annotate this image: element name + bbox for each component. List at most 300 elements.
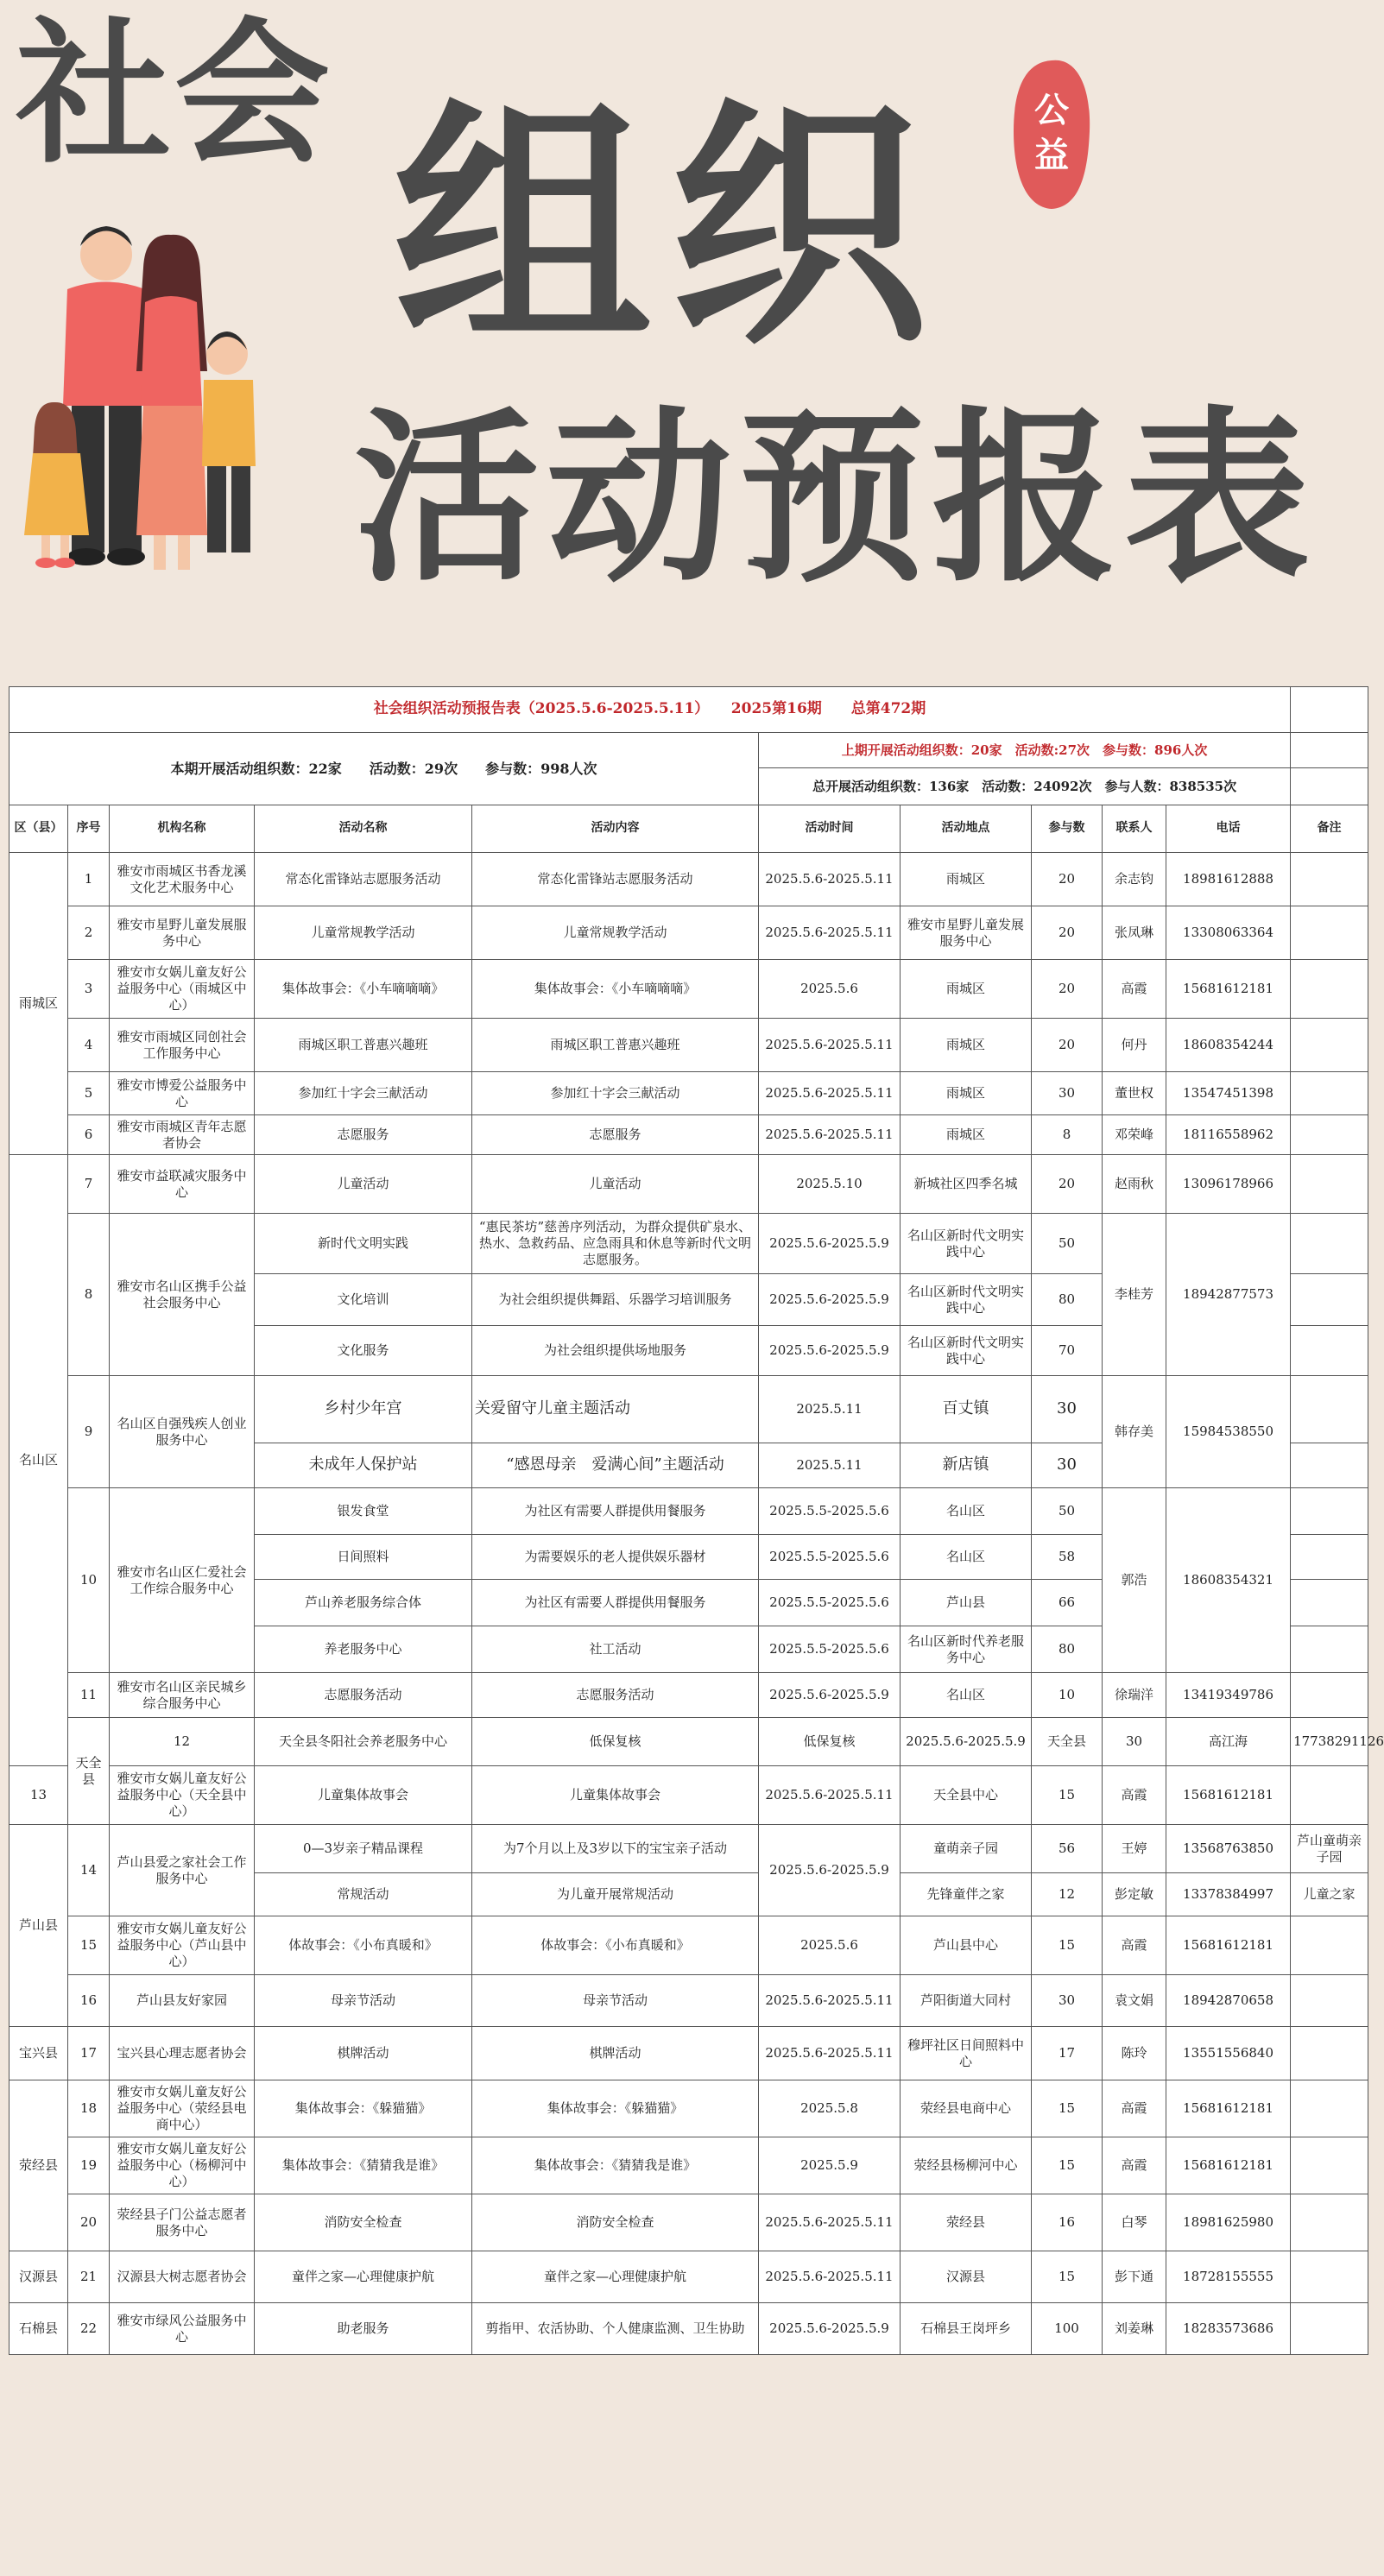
phone: 18116558962 xyxy=(1166,1115,1291,1155)
activity-content: 志愿服务活动 xyxy=(472,1673,759,1718)
activity-name: 集体故事会：《小车嘀嘀嘀》 xyxy=(255,960,472,1019)
phone: 13096178966 xyxy=(1166,1155,1291,1214)
note xyxy=(1291,1326,1368,1376)
note xyxy=(1291,1115,1368,1155)
contact: 余志钧 xyxy=(1103,853,1166,906)
phone: 15681612181 xyxy=(1166,2080,1291,2137)
activity-content: “惠民茶坊”慈善序列活动，为群众提供矿泉水、热水、急救药品、应急雨具和休息等新时代文明志愿服务。 xyxy=(472,1214,759,1274)
contact: 董世权 xyxy=(1103,1072,1166,1115)
activity-name: 儿童活动 xyxy=(255,1155,472,1214)
row-no: 10 xyxy=(68,1488,110,1673)
activity-place: 天全县中心 xyxy=(901,1766,1032,1825)
participant-count: 20 xyxy=(1032,853,1103,906)
district-cell: 汉源县 xyxy=(9,2251,68,2303)
table-row xyxy=(9,1825,1368,1873)
activity-name: 常态化雷锋站志愿服务活动 xyxy=(255,853,472,906)
contact: 邓荣峰 xyxy=(1103,1115,1166,1155)
activity-time: 2025.5.6-2025.5.9 xyxy=(759,1326,901,1376)
activity-time: 2025.5.6-2025.5.11 xyxy=(759,906,901,960)
activity-place: 名山区新时代文明实践中心 xyxy=(901,1326,1032,1376)
contact: 高霞 xyxy=(1103,960,1166,1019)
table-title: 社会组织活动预报告表（2025.5.6-2025.5.11） 2025第16期 总第472期 xyxy=(9,687,1291,733)
activity-place: 芦山县 xyxy=(901,1580,1032,1626)
row-no: 5 xyxy=(68,1072,110,1115)
activity-place: 名山区新时代文明实践中心 xyxy=(901,1214,1032,1274)
district-cell: 名山区 xyxy=(9,1155,68,1766)
header-row xyxy=(9,805,1368,853)
activity-time: 2025.5.6-2025.5.11 xyxy=(759,1975,901,2027)
participant-count: 30 xyxy=(1032,1376,1103,1443)
district-cell: 石棉县 xyxy=(9,2303,68,2355)
col-activity: 活动名称 xyxy=(255,805,472,853)
row-no: 6 xyxy=(68,1115,110,1155)
org-name: 雅安市女娲儿童友好公益服务中心（荥经县电商中心） xyxy=(110,2080,255,2137)
contact: 白琴 xyxy=(1103,2194,1166,2251)
activity-time: 2025.5.9 xyxy=(759,2137,901,2194)
activity-content: 为社会组织提供舞蹈、乐器学习培训服务 xyxy=(472,1274,759,1326)
org-name: 雅安市女娲儿童友好公益服务中心（天全县中心） xyxy=(110,1766,255,1825)
activity-time: 2025.5.11 xyxy=(759,1376,901,1443)
participant-count: 58 xyxy=(1032,1535,1103,1580)
activity-place: 名山区 xyxy=(901,1488,1032,1535)
activity-content: 为儿童开展常规活动 xyxy=(472,1873,759,1916)
activity-content: 集体故事会：《小车嘀嘀嘀》 xyxy=(472,960,759,1019)
district-cell: 荥经县 xyxy=(9,2080,68,2251)
activity-forecast-table xyxy=(9,686,1384,2355)
activity-name: 日间照料 xyxy=(255,1535,472,1580)
org-name: 雅安市名山区仁爱社会工作综合服务中心 xyxy=(110,1488,255,1673)
row-no: 1 xyxy=(68,853,110,906)
table-row xyxy=(9,1488,1368,1535)
phone: 13308063364 xyxy=(1166,906,1291,960)
row-no: 14 xyxy=(68,1825,110,1916)
table-row xyxy=(9,960,1368,1019)
participant-count: 15 xyxy=(1032,1766,1103,1825)
activity-place: 名山区新时代养老服务中心 xyxy=(901,1626,1032,1673)
org-name: 雅安市博爱公益服务中心 xyxy=(110,1072,255,1115)
org-name: 荥经县子门公益志愿者服务中心 xyxy=(110,2194,255,2251)
activity-name: 童伴之家—心理健康护航 xyxy=(255,2251,472,2303)
activity-content: 常态化雷锋站志愿服务活动 xyxy=(472,853,759,906)
participant-count: 15 xyxy=(1032,2137,1103,2194)
activity-time: 2025.5.6 xyxy=(759,960,901,1019)
activity-place: 新城社区四季名城 xyxy=(901,1155,1032,1214)
activity-place: 石棉县王岗坪乡 xyxy=(901,2303,1032,2355)
col-place: 活动地点 xyxy=(901,805,1032,853)
activity-content: 儿童常规教学活动 xyxy=(472,906,759,960)
note xyxy=(1291,1019,1368,1072)
previous-summary: 上期开展活动组织数：20家 活动数:27次 参与数：896人次 xyxy=(759,733,1291,768)
activity-name: 养老服务中心 xyxy=(255,1626,472,1673)
participant-count: 20 xyxy=(1032,1155,1103,1214)
org-name: 天全县冬阳社会养老服务中心 xyxy=(255,1718,472,1766)
table-row xyxy=(9,1975,1368,2027)
activity-content: 社工活动 xyxy=(472,1626,759,1673)
table-row xyxy=(9,1214,1368,1274)
contact: 高霞 xyxy=(1103,2137,1166,2194)
activity-time: 2025.5.6-2025.5.9 xyxy=(901,1718,1032,1766)
participant-count: 50 xyxy=(1032,1488,1103,1535)
phone: 13419349786 xyxy=(1166,1673,1291,1718)
row-no: 20 xyxy=(68,2194,110,2251)
row-no: 13 xyxy=(9,1766,68,1825)
note xyxy=(1291,1766,1368,1825)
note xyxy=(1291,1488,1368,1535)
activity-content: 关爱留守儿童主题活动 xyxy=(472,1376,759,1443)
activity-content: 为7个月以上及3岁以下的宝宝亲子活动 xyxy=(472,1825,759,1873)
table-row xyxy=(9,1072,1368,1115)
contact: 彭定敏 xyxy=(1103,1873,1166,1916)
activity-content: 集体故事会：《躲猫猫》 xyxy=(472,2080,759,2137)
district-cell: 雨城区 xyxy=(9,853,68,1155)
hero-title-line3: 活动预报表 xyxy=(354,390,1317,607)
activity-place: 名山区 xyxy=(901,1673,1032,1718)
note xyxy=(1291,2137,1368,2194)
org-name: 雅安市女娲儿童友好公益服务中心（雨城区中心） xyxy=(110,960,255,1019)
activity-place: 名山区 xyxy=(901,1535,1032,1580)
activity-place: 荥经县杨柳河中心 xyxy=(901,2137,1032,2194)
note xyxy=(1291,853,1368,906)
summary-row-1 xyxy=(9,733,1368,768)
row-no: 11 xyxy=(68,1673,110,1718)
activity-place: 穆坪社区日间照料中心 xyxy=(901,2027,1032,2080)
col-contact: 联系人 xyxy=(1103,805,1166,853)
activity-time: 2025.5.11 xyxy=(759,1443,901,1488)
activity-table-container xyxy=(9,686,1384,2355)
contact: 赵雨秋 xyxy=(1103,1155,1166,1214)
activity-name: 参加红十字会三献活动 xyxy=(255,1072,472,1115)
activity-name: 消防安全检查 xyxy=(255,2194,472,2251)
activity-name: 低保复核 xyxy=(472,1718,759,1766)
contact: 高江海 xyxy=(1166,1718,1291,1766)
row-no: 17 xyxy=(68,2027,110,2080)
activity-content: 雨城区职工普惠兴趣班 xyxy=(472,1019,759,1072)
activity-content: 童伴之家—心理健康护航 xyxy=(472,2251,759,2303)
activity-time: 2025.5.6-2025.5.11 xyxy=(759,1766,901,1825)
phone: 18728155555 xyxy=(1166,2251,1291,2303)
contact: 何丹 xyxy=(1103,1019,1166,1072)
activity-place: 百丈镇 xyxy=(901,1376,1032,1443)
col-org: 机构名称 xyxy=(110,805,255,853)
activity-place: 汉源县 xyxy=(901,2251,1032,2303)
org-name: 雅安市雨城区书香龙溪文化艺术服务中心 xyxy=(110,853,255,906)
participant-count: 15 xyxy=(1032,1916,1103,1975)
activity-name: 儿童常规教学活动 xyxy=(255,906,472,960)
note xyxy=(1291,1072,1368,1115)
note xyxy=(1291,960,1368,1019)
participant-count: 80 xyxy=(1032,1626,1103,1673)
note xyxy=(1291,2251,1368,2303)
phone: 17738291126 xyxy=(1291,1718,1368,1766)
table-row xyxy=(9,1916,1368,1975)
activity-time: 2025.5.6-2025.5.9 xyxy=(759,2303,901,2355)
phone: 18981625980 xyxy=(1166,2194,1291,2251)
activity-name: 0—3岁亲子精品课程 xyxy=(255,1825,472,1873)
contact: 韩存美 xyxy=(1103,1376,1166,1488)
activity-time: 2025.5.5-2025.5.6 xyxy=(759,1488,901,1535)
table-row xyxy=(9,1766,1368,1825)
public-welfare-seal xyxy=(1008,54,1095,213)
org-name: 雅安市雨城区同创社会工作服务中心 xyxy=(110,1019,255,1072)
col-content: 活动内容 xyxy=(472,805,759,853)
table-row xyxy=(9,1718,1368,1766)
col-phone: 电话 xyxy=(1166,805,1291,853)
participant-count: 56 xyxy=(1032,1825,1103,1873)
table-row xyxy=(9,1115,1368,1155)
phone: 15681612181 xyxy=(1166,960,1291,1019)
table-title-row xyxy=(9,687,1368,733)
phone: 18942877573 xyxy=(1166,1214,1291,1376)
activity-place: 雨城区 xyxy=(901,853,1032,906)
participant-count: 12 xyxy=(1032,1873,1103,1916)
activity-place: 名山区新时代文明实践中心 xyxy=(901,1274,1032,1326)
org-name: 雅安市名山区亲民城乡综合服务中心 xyxy=(110,1673,255,1718)
table-row xyxy=(9,2251,1368,2303)
note xyxy=(1291,1626,1368,1673)
activity-content: 志愿服务 xyxy=(472,1115,759,1155)
table-row xyxy=(9,1019,1368,1072)
participant-count: 30 xyxy=(1103,1718,1166,1766)
activity-name: 常规活动 xyxy=(255,1873,472,1916)
table-row xyxy=(9,1155,1368,1214)
activity-place: 童萌亲子园 xyxy=(901,1825,1032,1873)
activity-time: 2025.5.5-2025.5.6 xyxy=(759,1626,901,1673)
org-name: 雅安市名山区携手公益社会服务中心 xyxy=(110,1214,255,1376)
activity-time: 2025.5.5-2025.5.6 xyxy=(759,1535,901,1580)
note xyxy=(1291,1443,1368,1488)
note xyxy=(1291,1376,1368,1443)
activity-time: 2025.5.6-2025.5.11 xyxy=(759,1115,901,1155)
hero-banner xyxy=(0,0,1368,682)
note xyxy=(1291,2027,1368,2080)
activity-time: 2025.5.6-2025.5.9 xyxy=(759,1214,901,1274)
activity-time: 2025.5.10 xyxy=(759,1155,901,1214)
note xyxy=(1291,1916,1368,1975)
note xyxy=(1291,1975,1368,2027)
phone: 18608354244 xyxy=(1166,1019,1291,1072)
row-no: 21 xyxy=(68,2251,110,2303)
row-no: 12 xyxy=(110,1718,255,1766)
org-name: 宝兴县心理志愿者协会 xyxy=(110,2027,255,2080)
contact: 郭浩 xyxy=(1103,1488,1166,1673)
table-row xyxy=(9,2303,1368,2355)
row-no: 18 xyxy=(68,2080,110,2137)
activity-content: 儿童活动 xyxy=(472,1155,759,1214)
activity-name: 志愿服务活动 xyxy=(255,1673,472,1718)
activity-place: 雨城区 xyxy=(901,1115,1032,1155)
note xyxy=(1291,1535,1368,1580)
hero-title-line1: 社会 xyxy=(16,4,334,185)
activity-time: 2025.5.6-2025.5.11 xyxy=(759,2194,901,2251)
table-row xyxy=(9,2137,1368,2194)
org-name: 汉源县大树志愿者协会 xyxy=(110,2251,255,2303)
participant-count: 20 xyxy=(1032,906,1103,960)
table-row xyxy=(9,2080,1368,2137)
activity-time: 2025.5.6-2025.5.11 xyxy=(759,853,901,906)
activity-time: 2025.5.6-2025.5.9 xyxy=(759,1673,901,1718)
activity-place: 天全县 xyxy=(1032,1718,1103,1766)
phone: 18608354321 xyxy=(1166,1488,1291,1673)
current-summary: 本期开展活动组织数：22家 活动数：29次 参与数：998人次 xyxy=(9,733,759,805)
note xyxy=(1291,1214,1368,1274)
activity-place: 荥经县 xyxy=(901,2194,1032,2251)
note: 芦山童萌亲子园 xyxy=(1291,1825,1368,1873)
activity-place: 芦阳街道大同村 xyxy=(901,1975,1032,2027)
note xyxy=(1291,906,1368,960)
activity-time: 2025.5.8 xyxy=(759,2080,901,2137)
activity-place: 荥经县电商中心 xyxy=(901,2080,1032,2137)
activity-name: 新时代文明实践 xyxy=(255,1214,472,1274)
phone: 13547451398 xyxy=(1166,1072,1291,1115)
activity-place: 雨城区 xyxy=(901,960,1032,1019)
participant-count: 100 xyxy=(1032,2303,1103,2355)
activity-name: 文化培训 xyxy=(255,1274,472,1326)
participant-count: 10 xyxy=(1032,1673,1103,1718)
participant-count: 80 xyxy=(1032,1274,1103,1326)
activity-content: 低保复核 xyxy=(759,1718,901,1766)
row-no: 8 xyxy=(68,1214,110,1376)
activity-name: 志愿服务 xyxy=(255,1115,472,1155)
col-count: 参与数 xyxy=(1032,805,1103,853)
table-row xyxy=(9,2027,1368,2080)
participant-count: 30 xyxy=(1032,1975,1103,2027)
contact: 李桂芳 xyxy=(1103,1214,1166,1376)
note xyxy=(1291,1274,1368,1326)
activity-content: 为社区有需要人群提供用餐服务 xyxy=(472,1488,759,1535)
note xyxy=(1291,1580,1368,1626)
activity-content: 儿童集体故事会 xyxy=(472,1766,759,1825)
family-illustration xyxy=(7,207,292,587)
participant-count: 15 xyxy=(1032,2251,1103,2303)
org-name: 雅安市绿风公益服务中心 xyxy=(110,2303,255,2355)
contact: 彭下通 xyxy=(1103,2251,1166,2303)
note xyxy=(1291,1673,1368,1718)
participant-count: 8 xyxy=(1032,1115,1103,1155)
contact: 袁文娟 xyxy=(1103,1975,1166,2027)
phone: 15681612181 xyxy=(1166,1916,1291,1975)
org-name: 雅安市益联减灾服务中心 xyxy=(110,1155,255,1214)
contact: 王婷 xyxy=(1103,1825,1166,1873)
activity-name: 体故事会：《小布真暖和》 xyxy=(255,1916,472,1975)
activity-content: 集体故事会：《猜猜我是谁》 xyxy=(472,2137,759,2194)
row-no: 2 xyxy=(68,906,110,960)
activity-content: 体故事会：《小布真暖和》 xyxy=(472,1916,759,1975)
phone: 18942870658 xyxy=(1166,1975,1291,2027)
activity-name: 集体故事会：《猜猜我是谁》 xyxy=(255,2137,472,2194)
phone: 18981612888 xyxy=(1166,853,1291,906)
row-no: 19 xyxy=(68,2137,110,2194)
activity-name: 集体故事会：《躲猫猫》 xyxy=(255,2080,472,2137)
contact: 张凤琳 xyxy=(1103,906,1166,960)
note xyxy=(1291,2194,1368,2251)
note: 儿童之家 xyxy=(1291,1873,1368,1916)
hero-title-line2: 组织 xyxy=(393,78,945,379)
participant-count: 50 xyxy=(1032,1214,1103,1274)
activity-content: “感恩母亲 爱满心间”主题活动 xyxy=(472,1443,759,1488)
contact: 高霞 xyxy=(1103,1766,1166,1825)
row-no: 3 xyxy=(68,960,110,1019)
table-row xyxy=(9,2194,1368,2251)
contact: 高霞 xyxy=(1103,1916,1166,1975)
activity-content: 棋牌活动 xyxy=(472,2027,759,2080)
participant-count: 20 xyxy=(1032,960,1103,1019)
participant-count: 16 xyxy=(1032,2194,1103,2251)
row-no: 22 xyxy=(68,2303,110,2355)
activity-name: 雨城区职工普惠兴趣班 xyxy=(255,1019,472,1072)
activity-content: 消防安全检查 xyxy=(472,2194,759,2251)
table-row xyxy=(9,906,1368,960)
participant-count: 17 xyxy=(1032,2027,1103,2080)
phone: 13551556840 xyxy=(1166,2027,1291,2080)
activity-content: 为需要娱乐的老人提供娱乐器材 xyxy=(472,1535,759,1580)
table-row xyxy=(9,853,1368,906)
activity-time: 2025.5.6-2025.5.11 xyxy=(759,1072,901,1115)
contact: 徐瑞洋 xyxy=(1103,1673,1166,1718)
activity-time: 2025.5.5-2025.5.6 xyxy=(759,1580,901,1626)
seal-text: 公益 xyxy=(1034,91,1069,175)
row-no: 15 xyxy=(68,1916,110,1975)
org-name: 雅安市女娲儿童友好公益服务中心（杨柳河中心） xyxy=(110,2137,255,2194)
row-no: 4 xyxy=(68,1019,110,1072)
note xyxy=(1291,2080,1368,2137)
participant-count: 20 xyxy=(1032,1019,1103,1072)
note xyxy=(1291,1155,1368,1214)
activity-time: 2025.5.6 xyxy=(759,1916,901,1975)
activity-name: 银发食堂 xyxy=(255,1488,472,1535)
activity-content: 为社区有需要人群提供用餐服务 xyxy=(472,1580,759,1626)
activity-place: 雅安市星野儿童发展服务中心 xyxy=(901,906,1032,960)
participant-count: 30 xyxy=(1032,1443,1103,1488)
activity-name: 乡村少年宫 xyxy=(255,1376,472,1443)
col-note: 备注 xyxy=(1291,805,1368,853)
org-name: 雅安市雨城区青年志愿者协会 xyxy=(110,1115,255,1155)
phone: 13378384997 xyxy=(1166,1873,1291,1916)
table-row xyxy=(9,1376,1368,1443)
activity-name: 儿童集体故事会 xyxy=(255,1766,472,1825)
district-cell: 芦山县 xyxy=(9,1825,68,2027)
phone: 13568763850 xyxy=(1166,1825,1291,1873)
activity-place: 雨城区 xyxy=(901,1019,1032,1072)
activity-name: 母亲节活动 xyxy=(255,1975,472,2027)
activity-name: 文化服务 xyxy=(255,1326,472,1376)
participant-count: 66 xyxy=(1032,1580,1103,1626)
phone: 15984538550 xyxy=(1166,1376,1291,1488)
org-name: 名山区自强残疾人创业服务中心 xyxy=(110,1376,255,1488)
activity-time: 2025.5.6-2025.5.9 xyxy=(759,1825,901,1916)
row-no: 9 xyxy=(68,1376,110,1488)
activity-name: 未成年人保护站 xyxy=(255,1443,472,1488)
table-row xyxy=(9,1673,1368,1718)
org-name: 芦山县友好家园 xyxy=(110,1975,255,2027)
row-no: 7 xyxy=(68,1155,110,1214)
total-summary: 总开展活动组织数：136家 活动数：24092次 参与人数：838535次 xyxy=(759,768,1291,805)
col-district: 区（县） xyxy=(9,805,68,853)
activity-content: 剪指甲、农活协助、个人健康监测、卫生协助 xyxy=(472,2303,759,2355)
participant-count: 70 xyxy=(1032,1326,1103,1376)
activity-time: 2025.5.6-2025.5.9 xyxy=(759,1274,901,1326)
activity-place: 芦山县中心 xyxy=(901,1916,1032,1975)
activity-time: 2025.5.6-2025.5.11 xyxy=(759,2251,901,2303)
col-no: 序号 xyxy=(68,805,110,853)
activity-time: 2025.5.6-2025.5.11 xyxy=(759,1019,901,1072)
phone: 15681612181 xyxy=(1166,1766,1291,1825)
participant-count: 30 xyxy=(1032,1072,1103,1115)
activity-name: 助老服务 xyxy=(255,2303,472,2355)
phone: 15681612181 xyxy=(1166,2137,1291,2194)
activity-time: 2025.5.6-2025.5.11 xyxy=(759,2027,901,2080)
activity-name: 棋牌活动 xyxy=(255,2027,472,2080)
org-name: 雅安市星野儿童发展服务中心 xyxy=(110,906,255,960)
